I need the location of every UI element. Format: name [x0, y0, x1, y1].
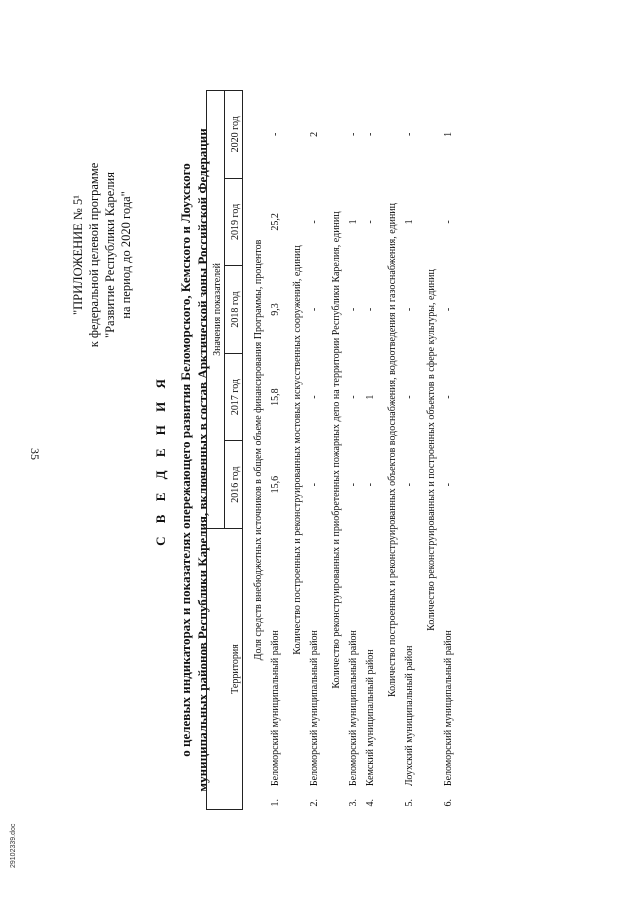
row-value: - [443, 482, 454, 487]
table-row [343, 91, 360, 810]
row-value: - [309, 220, 320, 224]
row-number: 3. [348, 799, 359, 807]
table-row [304, 91, 321, 810]
row-value: - [443, 220, 454, 224]
row-number: 6. [443, 799, 454, 807]
document-title [152, 70, 211, 850]
row-territory: Беломорский муниципальный район [270, 630, 281, 787]
header-territory: Территория [207, 528, 243, 809]
row-number: 4. [365, 799, 376, 807]
row-value: - [309, 395, 320, 399]
row-value: - [348, 395, 359, 399]
row-value: - [404, 307, 415, 312]
rotated-content [60, 70, 620, 850]
section-caption: Количество реконструированных и приобретенных пожарных депо на территории Республики Карелия, единиц [331, 211, 342, 689]
header-year: 2018 год [225, 266, 243, 354]
row-territory: Кемский муниципальный район [365, 649, 376, 787]
row-value: - [348, 307, 359, 312]
page-number: 35 [28, 448, 42, 460]
header-values: Значения показателей [207, 91, 225, 529]
section-caption: Количество построенных и реконструированных объектов водоснабжения, водоотведения и газоснабжения, единиц [387, 203, 398, 697]
row-value: 15,8 [270, 388, 281, 406]
row-value: - [443, 395, 454, 399]
section-caption: Количество реконструированных и построенных объектов в сфере культуры, единиц [426, 269, 437, 631]
appendix-heading [70, 90, 134, 420]
section-caption: Количество построенных и реконструированных мостовых искусственных сооружений, единиц [292, 245, 303, 655]
appendix-line-3: "Развитие Республики Карелия [103, 172, 117, 338]
section-caption-row [321, 91, 343, 810]
header-year: 2019 год [225, 178, 243, 266]
row-territory: Беломорский муниципальный район [309, 630, 320, 787]
row-value: - [404, 132, 415, 136]
row-value: - [404, 482, 415, 487]
row-territory: Беломорский муниципальный район [348, 630, 359, 787]
row-value: - [443, 307, 454, 312]
section-caption-row [243, 91, 266, 810]
row-territory: Беломорский муниципальный район [443, 630, 454, 787]
row-value: - [309, 307, 320, 312]
table-row [438, 91, 455, 810]
table-row [265, 91, 282, 810]
row-value: 9,3 [270, 303, 281, 316]
header-year: 2020 год [225, 91, 243, 179]
row-value: - [404, 395, 415, 399]
appendix-line-4: на период до 2020 года" [119, 191, 133, 319]
doc-code: 29102339.doc [10, 823, 17, 868]
row-value: - [348, 132, 359, 136]
row-number: 5. [404, 799, 415, 807]
title-line-1: С В Е Д Е Н И Я [153, 374, 168, 546]
section-caption-row [282, 91, 304, 810]
row-value: 15,6 [270, 475, 281, 494]
row-number: 2. [309, 799, 320, 807]
appendix-line-1: "ПРИЛОЖЕНИЕ № 5¹ [71, 195, 85, 316]
row-value: 1 [404, 219, 415, 225]
header-year: 2017 год [225, 353, 243, 441]
header-year: 2016 год [225, 441, 243, 529]
table-row [360, 91, 377, 810]
table-row [399, 91, 416, 810]
section-caption-row [377, 91, 399, 810]
row-value: - [365, 482, 376, 487]
row-value: - [365, 132, 376, 136]
row-value: 1 [365, 394, 376, 400]
row-value: - [365, 307, 376, 312]
row-territory: Лоухский муниципальный район [404, 645, 415, 787]
row-value: - [348, 482, 359, 487]
row-value: 1 [348, 219, 359, 225]
section-caption-row [416, 91, 438, 810]
title-line-3: муниципальных районов Республики Карелия, включенных в состав Арктической зоны Российской Федерации [195, 128, 210, 792]
row-value: - [270, 132, 281, 136]
row-number: 1. [270, 799, 281, 807]
section-caption: Доля средств внебюджетных источников в общем объеме финансирования Программы, процентов [253, 239, 264, 661]
row-value: 25,2 [270, 213, 281, 231]
appendix-line-2: к федеральной целевой программе [87, 162, 101, 348]
indicators-table [206, 90, 455, 810]
row-value: 2 [309, 131, 320, 137]
row-value: 1 [443, 131, 454, 137]
row-value: - [365, 220, 376, 224]
title-line-2: о целевых индикаторах и показателях опережающего развития Беломорского, Кемского и Лоухского [178, 163, 193, 757]
row-value: - [309, 482, 320, 487]
